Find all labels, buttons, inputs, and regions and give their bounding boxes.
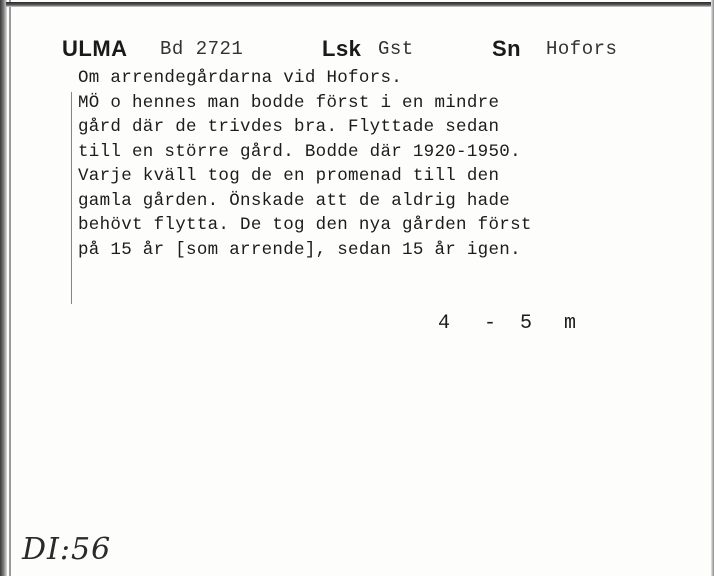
text-line: behövt flytta. De tog den nya gården först <box>78 215 532 235</box>
card-left-edge <box>0 0 7 576</box>
text-line: MÖ o hennes man bodde först i en mindre <box>78 92 500 113</box>
card-body-text <box>78 66 678 262</box>
text-line: på 15 år [som arrende], sedan 15 år igen. <box>78 239 521 260</box>
measure-to: 5 <box>520 312 533 335</box>
archive-value: Bd 2721 <box>160 38 244 60</box>
measure-unit: m <box>564 312 577 335</box>
text-line: gamla gården. Önskade att de aldrig hade <box>78 190 511 211</box>
socken-label: Sn <box>492 36 522 61</box>
text-line: Varje kväll tog de en promenad till den <box>78 166 500 186</box>
text-line: till en större gård. Bodde där 1920-1950. <box>78 141 521 162</box>
text-line: gård där de trivdes bra. Flyttade sedan <box>78 117 500 137</box>
card-left-edge-line <box>9 0 11 576</box>
measure-from: 4 <box>438 312 451 335</box>
archive-label: ULMA <box>62 36 128 61</box>
card-top-edge <box>6 2 714 7</box>
measure-dash: - <box>484 312 497 335</box>
handwritten-note: DI:56 <box>22 532 112 567</box>
margin-rule <box>71 92 72 304</box>
landskap-label: Lsk <box>322 36 362 61</box>
card-header <box>0 36 714 66</box>
landskap-value: Gst <box>378 38 414 60</box>
socken-value: Hofors <box>546 38 618 60</box>
text-line: Om arrendegårdarna vid Hofors. <box>78 68 403 88</box>
